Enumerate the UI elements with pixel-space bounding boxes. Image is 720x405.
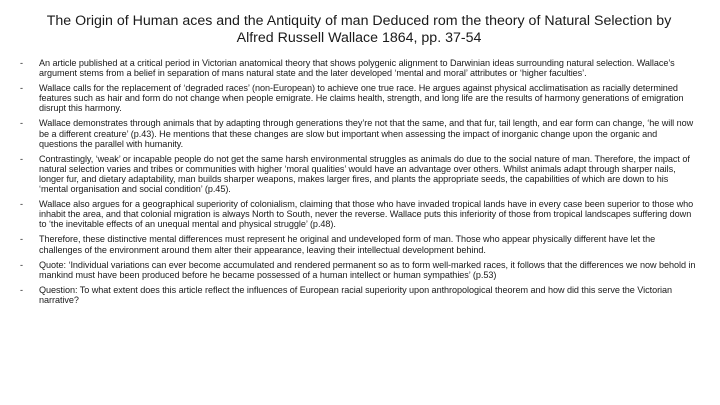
- bullet-marker: -: [20, 118, 23, 129]
- bullet-item-5: [20, 199, 698, 229]
- bullet-text: Contrastingly, ‘weak’ or incapable people do not get the same harsh environmental struggles as animals do due to the social nature of man. Therefore, the impact of natural selection varies and tribes or communities with higher ‘moral qualities’ would have an advantage over others. Whilst animals adapt through sharper nails, longer fur, and dietary adaptability, man builds sharper weapons, makes larger fires, and plants the appropriate seeds, the capabilities of which are down to his ‘mental organisation and social condition’ (p.45).: [39, 153, 690, 195]
- bullet-marker: -: [20, 234, 23, 245]
- bullet-item-7: [20, 260, 698, 280]
- bullet-item-4: [20, 154, 698, 194]
- bullet-item-8: [20, 285, 698, 305]
- bullet-text: Wallace calls for the replacement of ‘degraded races’ (non-European) to achieve one true race. He argues against physical acclimatisation as racially determined features such as hair and form do not change when people emigrate. He claims health, strength, and long life are the results of harmony generations of emigration disrupt this harmony.: [39, 83, 684, 114]
- bullet-marker: -: [20, 259, 23, 270]
- bullet-marker: -: [20, 83, 23, 94]
- bullet-text: Quote: ‘Individual variations can ever become accumulated and rendered permanent so as to form well-marked races, it follows that the differences we now behold in mankind must have been produced before he became possessed of a human intellect or human sympathies’ (p.53): [39, 259, 696, 280]
- bullet-item-2: [20, 83, 698, 113]
- bullet-text: An article published at a critical period in Victorian anatomical theory that shows polygenic alignment to Darwinian ideas surrounding natural selection. Wallace’s argument stems from a belief in separation of mans natural state and the later developed ‘mental and moral’ attributes or ‘higher faculties’.: [39, 58, 675, 79]
- bullet-item-1: [20, 58, 698, 78]
- bullet-marker: -: [20, 284, 23, 295]
- slide-title: The Origin of Human aces and the Antiquity of man Deduced rom the theory of Natural Selection by Alfred Russell Wallace 1864, pp. 37-54: [46, 13, 672, 46]
- bullet-marker: -: [20, 153, 23, 164]
- bullet-list: [20, 58, 698, 305]
- bullet-text: Wallace demonstrates through animals that by adapting through generations they’re not that the same, and that fur, tail length, and ear form can change, ‘he will now be a different creature’ (p.43). He mentions that these changes are slow but important when assessing the impact of inorganic change upon the organic and questions the parallel with humanity.: [39, 118, 694, 149]
- bullet-marker: -: [20, 199, 23, 210]
- bullet-text: Wallace also argues for a geographical superiority of colonialism, claiming that those who have invaded tropical lands have in every case been superior to those who inhabit the area, and that colonial migration is always North to South, never the reverse. Wallace puts this inferiority of those from tropical landscapes suffering down to ‘the inevitable effects of an unequal mental and physical struggle’ (p.48).: [39, 199, 694, 230]
- bullet-item-6: [20, 234, 698, 254]
- bullet-text: Therefore, these distinctive mental differences must represent he original and undeveloped form of man. Those who appear physically different have let the challenges of the environment around them alter their appearance, leaving their intellectual development behind.: [39, 234, 656, 255]
- bullet-text: Question: To what extent does this article reflect the influences of European racial superiority upon anthropological theorem and how did this serve the Victorian narrative?: [39, 284, 673, 305]
- bullet-item-3: [20, 118, 698, 148]
- bullet-marker: -: [20, 58, 23, 68]
